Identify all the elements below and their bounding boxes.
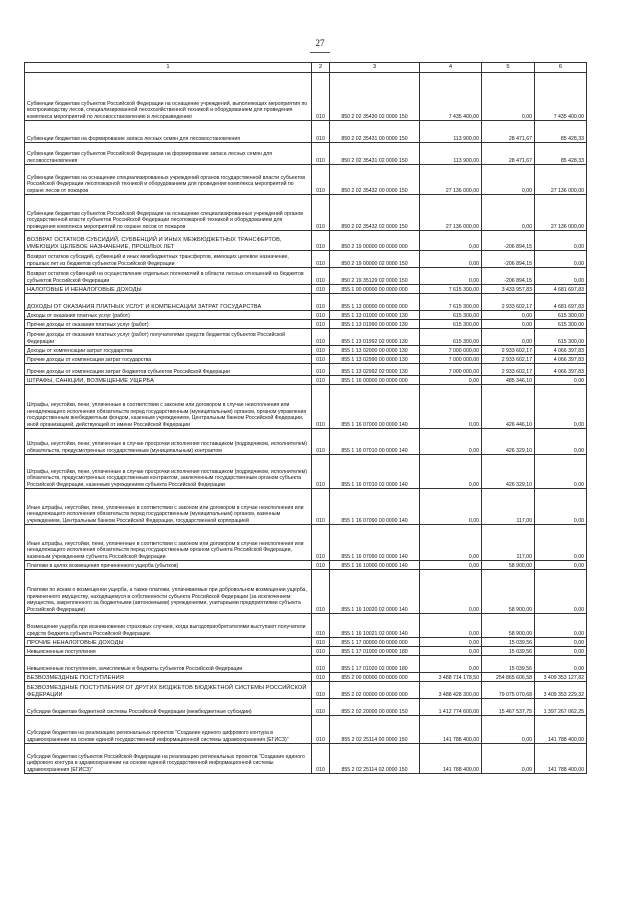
row-executed-amount-cell: 117,00 [482,489,535,525]
table-row [25,294,587,311]
row-name-cell: Доходы от компенсации затрат государства [25,346,312,355]
row-budget-code-cell: 855 1 00 00000 00 0000 000 [330,285,420,294]
row-name-cell: Платежи в целях возмещения причиненного ущерба (убытков) [25,561,312,570]
row-approved-amount-cell: 615 300,00 [420,329,482,346]
row-executed-amount-cell: 254 865 606,58 [482,673,535,682]
row-approved-amount-cell: 141 788 400,00 [420,744,482,774]
row-line-code-cell: 010 [312,570,330,614]
row-name-cell: ВОЗВРАТ ОСТАТКОВ СУБСИДИЙ, СУБВЕНЦИЙ И ИНЫХ МЕЖБЮДЖЕТНЫХ ТРАНСФЕРТОВ, ИМЕЮЩИХ ЦЕЛЕВОЕ НАЗНАЧЕНИЕ, ПРОШЛЫХ ЛЕТ [25,231,312,251]
row-budget-code-cell: 850 2 19 00000 00 0000 000 [330,231,420,251]
row-name-cell: Субсидии бюджетам бюджетной системы Российской Федерации (межбюджетные субсидии) [25,699,312,716]
row-line-code-cell: 010 [312,455,330,489]
table-row [25,638,587,647]
row-line-code-cell: 010 [312,656,330,673]
row-unexecuted-amount-cell: 3 409 353 229,32 [535,682,587,699]
row-executed-amount-cell: 0,00 [482,329,535,346]
table-row [25,165,587,195]
row-approved-amount-cell: 3 488 428 300,00 [420,682,482,699]
row-budget-code-cell: 850 2 02 35431 02 0000 150 [330,143,420,165]
row-name-cell: ПРОЧИЕ НЕНАЛОГОВЫЕ ДОХОДЫ [25,638,312,647]
row-unexecuted-amount-cell: 141 788 400,00 [535,716,587,744]
row-unexecuted-amount-cell: 0,00 [535,489,587,525]
row-approved-amount-cell: 0,00 [420,525,482,561]
row-line-code-cell: 010 [312,385,330,429]
row-executed-amount-cell: 117,00 [482,525,535,561]
row-name-cell: ШТРАФЫ, САНКЦИИ, ВОЗМЕЩЕНИЕ УЩЕРБА [25,376,312,385]
table-row [25,744,587,774]
row-budget-code-cell: 855 1 16 07010 00 0000 140 [330,429,420,455]
row-budget-code-cell: 850 2 02 35430 02 0000 150 [330,73,420,121]
row-name-cell: Иные штрафы, неустойки, пени, уплаченные в соответствии с законом или договором в случае неисполнения или ненадлежащего исполнения обязательств перед государственным (муниципальным) органом, казенным учреждением, Центральным банком Российской Федерации, государственной корпорацией [25,489,312,525]
table-row [25,385,587,429]
row-unexecuted-amount-cell: 3 409 353 127,82 [535,673,587,682]
row-approved-amount-cell: 0,00 [420,376,482,385]
row-executed-amount-cell: 15 039,56 [482,638,535,647]
row-executed-amount-cell: 28 471,67 [482,121,535,143]
row-executed-amount-cell: 2 933 602,17 [482,294,535,311]
table-row [25,525,587,561]
row-line-code-cell: 010 [312,251,330,268]
row-name-cell: Возмещение ущерба при возникновении страховых случаев, когда выгодоприобретателями выступают получатели средств бюджета субъекта Российской Федерации [25,614,312,638]
row-approved-amount-cell: 113 900,00 [420,143,482,165]
page-number-divider [310,52,330,53]
column-header-line: 2 [312,63,330,73]
row-name-cell: ДОХОДЫ ОТ ОКАЗАНИЯ ПЛАТНЫХ УСЛУГ И КОМПЕНСАЦИИ ЗАТРАТ ГОСУДАРСТВА [25,294,312,311]
row-unexecuted-amount-cell: 27 136 000,00 [535,195,587,231]
row-line-code-cell: 010 [312,614,330,638]
row-unexecuted-amount-cell: 85 428,33 [535,143,587,165]
row-approved-amount-cell: 7 435 400,00 [420,73,482,121]
column-header-executed: 5 [482,63,535,73]
row-name-cell: НАЛОГОВЫЕ И НЕНАЛОГОВЫЕ ДОХОДЫ [25,285,312,294]
row-executed-amount-cell: 0,00 [482,320,535,329]
row-budget-code-cell: 855 2 02 25114 00 0000 150 [330,716,420,744]
row-budget-code-cell: 855 1 13 00000 00 0000 000 [330,294,420,311]
row-budget-code-cell: 855 1 13 01990 00 0000 130 [330,320,420,329]
table-row [25,614,587,638]
row-budget-code-cell: 855 1 13 01992 02 0000 130 [330,329,420,346]
row-line-code-cell: 010 [312,429,330,455]
row-executed-amount-cell: -206 894,15 [482,251,535,268]
row-name-cell: Иные штрафы, неустойки, пени, уплаченные в соответствии с законом или договором в случае неисполнения или ненадлежащего исполнения обязательств перед государственным органом субъекта Российской Федерации, казенным учреждением субъекта Российской Федерации [25,525,312,561]
row-executed-amount-cell: 426 446,10 [482,385,535,429]
row-name-cell: Прочие доходы от оказания платных услуг (работ) получателями средств бюджетов субъектов Российской Федерации [25,329,312,346]
row-executed-amount-cell: 485 346,10 [482,376,535,385]
row-executed-amount-cell: -206 894,15 [482,268,535,285]
table-row [25,195,587,231]
row-name-cell: Субсидии бюджетам на реализацию региональных проектов "Создание единого цифрового контура в здравоохранении на основе единой государственной информационной системы здравоохранения (ЕГИСЗ)" [25,716,312,744]
row-name-cell: Прочие доходы от оказания платных услуг (работ) [25,320,312,329]
row-approved-amount-cell: 615 300,00 [420,320,482,329]
row-name-cell: Платежи по искам о возмещении ущерба, а также платежи, уплачиваемые при добровольном возмещении ущерба, причиненного имуществу, находящемуся в собственности субъекта Российской Федерации (за исключением имущества, закрепленного за бюджетными (автономными) учреждениями, унитарными предприятиями субъекта Российской Федерации) [25,570,312,614]
row-line-code-cell: 010 [312,376,330,385]
row-unexecuted-amount-cell: 7 435 400,00 [535,73,587,121]
row-line-code-cell: 010 [312,195,330,231]
row-name-cell: Невыясненные поступления [25,647,312,656]
row-budget-code-cell: 855 2 02 00000 00 0000 000 [330,682,420,699]
table-row [25,346,587,355]
table-row [25,329,587,346]
row-line-code-cell: 010 [312,73,330,121]
table-row [25,489,587,525]
row-budget-code-cell: 855 2 02 20000 00 0000 150 [330,699,420,716]
row-budget-code-cell: 850 2 02 35431 00 0000 150 [330,121,420,143]
row-line-code-cell: 010 [312,561,330,570]
row-approved-amount-cell: 0,00 [420,656,482,673]
row-executed-amount-cell: 79 075 070,68 [482,682,535,699]
row-approved-amount-cell: 141 788 400,00 [420,716,482,744]
row-budget-code-cell: 855 1 16 00000 00 0000 000 [330,376,420,385]
row-approved-amount-cell: 0,00 [420,231,482,251]
row-unexecuted-amount-cell: 0,00 [535,455,587,489]
table-row [25,364,587,376]
row-executed-amount-cell: 15 039,56 [482,656,535,673]
row-unexecuted-amount-cell: 0,00 [535,525,587,561]
row-approved-amount-cell: 0,00 [420,561,482,570]
row-approved-amount-cell: 7 000 000,00 [420,346,482,355]
row-name-cell: Субвенции бюджетам субъектов Российской Федерации на оснащение учреждений, выполняющих мероприятия по воспроизводству лесов, специализированной лесохозяйственной техникой и оборудованием для проведения комплекса мероприятий по лесовосстановлению и лесоразведению [25,73,312,121]
row-unexecuted-amount-cell: 0,00 [535,231,587,251]
table-row [25,121,587,143]
table-row [25,231,587,251]
row-line-code-cell: 010 [312,364,330,376]
row-unexecuted-amount-cell: 0,00 [535,251,587,268]
row-budget-code-cell: 855 1 16 10020 02 0000 140 [330,570,420,614]
row-unexecuted-amount-cell: 0,00 [535,638,587,647]
row-budget-code-cell: 850 2 02 35432 02 0000 150 [330,195,420,231]
row-approved-amount-cell: 7 615 300,00 [420,294,482,311]
row-budget-code-cell: 855 1 16 07010 02 0000 140 [330,455,420,489]
row-executed-amount-cell: 0,00 [482,744,535,774]
row-approved-amount-cell: 0,00 [420,385,482,429]
table-row [25,716,587,744]
row-budget-code-cell: 855 1 17 01000 00 0000 180 [330,647,420,656]
row-executed-amount-cell: 2 933 602,17 [482,355,535,364]
row-budget-code-cell: 850 2 19 00000 02 0000 150 [330,251,420,268]
row-budget-code-cell: 855 1 13 02990 00 0000 130 [330,355,420,364]
row-executed-amount-cell: 58 900,00 [482,570,535,614]
row-approved-amount-cell: 27 136 000,00 [420,195,482,231]
table-row [25,647,587,656]
row-name-cell: Субвенции бюджетам субъектов Российской Федерации на оснащение специализированных учреждений органов государственной власти субъектов Российской Федерации лесопожарной техникой и оборудованием для проведения комплекса мероприятий по охране лесов от пожаров [25,195,312,231]
row-name-cell: Доходы от оказания платных услуг (работ) [25,311,312,320]
row-executed-amount-cell: 0,00 [482,165,535,195]
row-line-code-cell: 010 [312,285,330,294]
row-line-code-cell: 010 [312,121,330,143]
row-approved-amount-cell: 7 000 000,00 [420,355,482,364]
row-executed-amount-cell: 0,00 [482,716,535,744]
row-budget-code-cell: 855 1 16 07090 02 0000 140 [330,525,420,561]
header-row [25,63,587,73]
table-row [25,251,587,268]
table-row [25,570,587,614]
row-budget-code-cell: 855 1 16 07090 00 0000 140 [330,489,420,525]
row-name-cell: Прочие доходы от компенсации затрат государства [25,355,312,364]
row-budget-code-cell: 855 2 00 00000 00 0000 000 [330,673,420,682]
row-unexecuted-amount-cell: 0,00 [535,385,587,429]
row-approved-amount-cell: 0,00 [420,570,482,614]
column-header-unexecuted: 6 [535,63,587,73]
row-unexecuted-amount-cell: 0,00 [535,614,587,638]
row-executed-amount-cell: 0,00 [482,311,535,320]
row-approved-amount-cell: 0,00 [420,489,482,525]
row-name-cell: Субвенции бюджетам на формирование запаса лесных семян для лесовосстановления [25,121,312,143]
table-body [25,73,587,774]
row-approved-amount-cell: 7 000 000,00 [420,364,482,376]
row-line-code-cell: 010 [312,525,330,561]
row-executed-amount-cell: -206 894,15 [482,231,535,251]
row-line-code-cell: 010 [312,355,330,364]
row-unexecuted-amount-cell: 615 300,00 [535,329,587,346]
row-approved-amount-cell: 615 300,00 [420,311,482,320]
row-budget-code-cell: 855 1 16 07000 00 0000 140 [330,385,420,429]
row-unexecuted-amount-cell: 0,00 [535,429,587,455]
row-unexecuted-amount-cell: 4 681 697,83 [535,285,587,294]
row-name-cell: Возврат остатков субсидий, субвенций и иных межбюджетных трансфертов, имеющих целевое назначение, прошлых лет из бюджетов субъектов Российской Федерации [25,251,312,268]
row-name-cell: Субвенции бюджетам субъектов Российской Федерации на формирование запаса лесных семян для лесовосстановления [25,143,312,165]
row-executed-amount-cell: 426 329,10 [482,455,535,489]
row-approved-amount-cell: 1 412 774 600,00 [420,699,482,716]
row-line-code-cell: 010 [312,268,330,285]
row-line-code-cell: 010 [312,673,330,682]
row-executed-amount-cell: 58 900,00 [482,614,535,638]
row-name-cell: Прочие доходы от компенсации затрат бюджетов субъектов Российской Федерации [25,364,312,376]
table-row [25,376,587,385]
page-number: 27 [315,38,325,48]
row-approved-amount-cell: 0,00 [420,647,482,656]
row-line-code-cell: 010 [312,699,330,716]
row-line-code-cell: 010 [312,744,330,774]
row-unexecuted-amount-cell: 4 066 397,83 [535,355,587,364]
table-row [25,311,587,320]
row-name-cell: Невыясненные поступления, зачисляемые в бюджеты субъектов Российской Федерации [25,656,312,673]
row-line-code-cell: 010 [312,294,330,311]
row-executed-amount-cell: 15 467 537,75 [482,699,535,716]
row-approved-amount-cell: 0,00 [420,429,482,455]
row-line-code-cell: 010 [312,311,330,320]
row-budget-code-cell: 855 1 16 10021 02 0000 140 [330,614,420,638]
row-approved-amount-cell: 0,00 [420,455,482,489]
row-approved-amount-cell: 7 615 300,00 [420,285,482,294]
row-unexecuted-amount-cell: 0,00 [535,268,587,285]
row-executed-amount-cell: 58 900,00 [482,561,535,570]
row-budget-code-cell: 855 1 13 02000 00 0000 130 [330,346,420,355]
row-unexecuted-amount-cell: 0,00 [535,376,587,385]
row-line-code-cell: 010 [312,165,330,195]
row-unexecuted-amount-cell: 0,00 [535,570,587,614]
row-line-code-cell: 010 [312,320,330,329]
row-approved-amount-cell: 0,00 [420,251,482,268]
row-line-code-cell: 010 [312,489,330,525]
row-unexecuted-amount-cell: 0,00 [535,561,587,570]
row-approved-amount-cell: 0,00 [420,614,482,638]
row-approved-amount-cell: 0,00 [420,268,482,285]
row-unexecuted-amount-cell: 85 428,33 [535,121,587,143]
row-executed-amount-cell: 15 039,56 [482,647,535,656]
row-line-code-cell: 010 [312,231,330,251]
row-budget-code-cell: 850 2 02 35432 00 0000 150 [330,165,420,195]
table-row [25,455,587,489]
row-executed-amount-cell: 0,00 [482,73,535,121]
row-budget-code-cell: 855 1 17 01020 02 0000 180 [330,656,420,673]
row-unexecuted-amount-cell: 1 397 267 062,25 [535,699,587,716]
row-executed-amount-cell: 0,00 [482,195,535,231]
row-executed-amount-cell: 28 471,67 [482,143,535,165]
row-unexecuted-amount-cell: 615 300,00 [535,311,587,320]
row-unexecuted-amount-cell: 4 066 397,83 [535,346,587,355]
table-row [25,73,587,121]
row-line-code-cell: 010 [312,329,330,346]
table-row [25,143,587,165]
row-name-cell: БЕЗВОЗМЕЗДНЫЕ ПОСТУПЛЕНИЯ [25,673,312,682]
row-line-code-cell: 010 [312,716,330,744]
table-row [25,699,587,716]
row-approved-amount-cell: 3 488 714 178,50 [420,673,482,682]
row-executed-amount-cell: 2 933 602,17 [482,364,535,376]
table-row [25,656,587,673]
row-executed-amount-cell: 3 433 957,83 [482,285,535,294]
row-line-code-cell: 010 [312,647,330,656]
row-unexecuted-amount-cell: 0,00 [535,647,587,656]
table-row [25,355,587,364]
row-approved-amount-cell: 27 136 000,00 [420,165,482,195]
column-header-approved: 4 [420,63,482,73]
row-unexecuted-amount-cell: 4 681 697,83 [535,294,587,311]
row-budget-code-cell: 855 1 17 00000 00 0000 000 [330,638,420,647]
table-row [25,268,587,285]
row-line-code-cell: 010 [312,682,330,699]
row-approved-amount-cell: 113 900,00 [420,121,482,143]
table-row [25,673,587,682]
row-budget-code-cell: 855 1 13 02992 02 0000 130 [330,364,420,376]
row-executed-amount-cell: 2 933 602,17 [482,346,535,355]
row-name-cell: Штрафы, неустойки, пени, уплаченные в случае просрочки исполнения поставщиком (подрядчиком, исполнителем) обязательств, предусмотренных государственным контрактом, заключенным государственным органом субъекта Российской Федерации, казенным учреждением субъекта Российской Федерации [25,455,312,489]
table-row [25,429,587,455]
row-budget-code-cell: 850 2 19 35129 02 0000 150 [330,268,420,285]
table-row [25,320,587,329]
row-name-cell: Штрафы, неустойки, пени, уплаченные в случае просрочки исполнения поставщиком (подрядчиком, исполнителем) обязательств, предусмотренных государственным (муниципальным) контрактом [25,429,312,455]
row-approved-amount-cell: 0,00 [420,638,482,647]
row-unexecuted-amount-cell: 27 136 000,00 [535,165,587,195]
row-unexecuted-amount-cell: 0,00 [535,656,587,673]
row-name-cell: Штрафы, неустойки, пени, уплаченные в соответствии с законом или договором в случае неисполнения или ненадлежащего исполнения обязательств перед государственным (муниципальным) органом, органом управления государственным внебюджетным фондом, казенным учреждением, Центральным банком Российской Федерации, иной организацией, действующей от имени Российской Федерации [25,385,312,429]
column-header-code: 3 [330,63,420,73]
row-line-code-cell: 010 [312,143,330,165]
row-line-code-cell: 010 [312,346,330,355]
table-row [25,561,587,570]
row-name-cell: Субвенции бюджетам на оснащение специализированных учреждений органов государственной власти субъектов Российской Федерации лесопожарной техникой и оборудованием для проведения комплекса мероприятий по охране лесов от пожаров [25,165,312,195]
row-name-cell: Возврат остатков субвенций на осуществление отдельных полномочий в области лесных отношений из бюджетов субъектов Российской Федерации [25,268,312,285]
row-name-cell: Субсидии бюджетам субъектов Российской Федерации на реализацию региональных проектов "Создание единого цифрового контура в здравоохранении на основе единой государственной информационной системы здравоохранения (ЕГИСЗ)" [25,744,312,774]
income-report-table [24,62,587,774]
row-executed-amount-cell: 426 329,10 [482,429,535,455]
table-row [25,285,587,294]
row-name-cell: БЕЗВОЗМЕЗДНЫЕ ПОСТУПЛЕНИЯ ОТ ДРУГИХ БЮДЖЕТОВ БЮДЖЕТНОЙ СИСТЕМЫ РОССИЙСКОЙ ФЕДЕРАЦИИ [25,682,312,699]
row-budget-code-cell: 855 1 16 10000 00 0000 140 [330,561,420,570]
row-budget-code-cell: 855 2 02 25114 02 0000 150 [330,744,420,774]
row-line-code-cell: 010 [312,638,330,647]
column-header-name: 1 [25,63,312,73]
table-row [25,682,587,699]
row-budget-code-cell: 855 1 13 01000 00 0000 130 [330,311,420,320]
row-unexecuted-amount-cell: 141 788 400,00 [535,744,587,774]
row-unexecuted-amount-cell: 4 066 397,83 [535,364,587,376]
row-unexecuted-amount-cell: 615 300,00 [535,320,587,329]
